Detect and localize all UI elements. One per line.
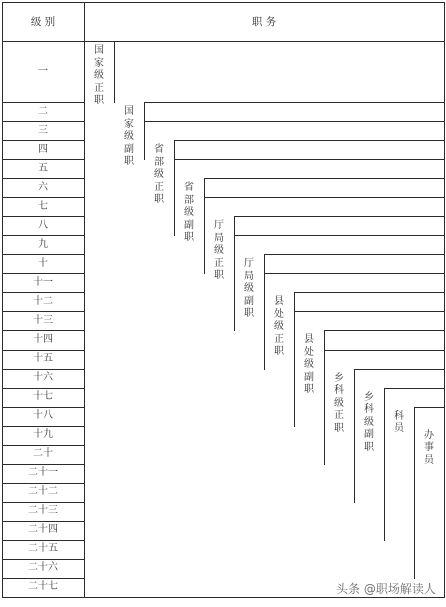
row-divider bbox=[294, 311, 444, 312]
level-label: 二十二 bbox=[28, 486, 58, 498]
level-label: 六 bbox=[38, 181, 48, 193]
level-label: 八 bbox=[38, 219, 48, 231]
level-label: 十九 bbox=[33, 429, 53, 441]
position-column-divider bbox=[234, 216, 235, 331]
row-divider bbox=[204, 178, 444, 179]
row-divider bbox=[324, 350, 444, 351]
position-column-divider bbox=[384, 388, 385, 541]
watermark: 头条 @职场解读人 bbox=[336, 582, 436, 596]
level-label: 一 bbox=[38, 65, 48, 77]
row-divider bbox=[264, 254, 444, 255]
level-label: 十七 bbox=[33, 391, 53, 403]
level-label: 十三 bbox=[33, 314, 53, 326]
level-label: 二十五 bbox=[28, 543, 58, 555]
position-column-divider bbox=[264, 254, 265, 369]
position-label: 省部级副职 bbox=[184, 182, 194, 244]
row-divider bbox=[294, 292, 444, 293]
position-label: 省部级正职 bbox=[154, 144, 164, 206]
duty-column-header: 职 务 bbox=[251, 15, 277, 28]
position-column-divider bbox=[294, 292, 295, 426]
position-column-divider bbox=[444, 426, 445, 598]
position-label: 县处级副职 bbox=[304, 334, 314, 396]
position-column-divider bbox=[414, 407, 415, 579]
row-divider bbox=[144, 121, 444, 122]
level-label: 二十六 bbox=[28, 562, 58, 574]
level-label: 七 bbox=[38, 200, 48, 212]
row-divider bbox=[414, 407, 444, 408]
table-border-bottom bbox=[2, 597, 444, 598]
level-label: 二十 bbox=[33, 448, 53, 460]
level-label: 二十七 bbox=[28, 581, 58, 593]
position-label: 县处级正职 bbox=[274, 296, 284, 358]
table-border-top bbox=[2, 2, 444, 3]
position-column-divider bbox=[174, 140, 175, 236]
level-label: 五 bbox=[38, 162, 48, 174]
level-label: 十一 bbox=[33, 276, 53, 288]
position-label: 科员 bbox=[394, 410, 404, 435]
level-column-divider bbox=[84, 2, 85, 598]
level-label: 二 bbox=[38, 105, 48, 117]
level-label: 二十三 bbox=[28, 505, 58, 517]
level-label: 十二 bbox=[33, 295, 53, 307]
row-divider bbox=[384, 388, 444, 389]
level-label: 十六 bbox=[33, 372, 53, 384]
level-label: 十四 bbox=[33, 333, 53, 345]
position-column-divider bbox=[354, 369, 355, 503]
position-label: 乡科级副职 bbox=[364, 391, 374, 453]
row-divider bbox=[174, 140, 444, 141]
row-divider bbox=[204, 197, 444, 198]
position-label: 办事员 bbox=[424, 429, 434, 466]
row-divider bbox=[264, 273, 444, 274]
level-label: 二十一 bbox=[28, 467, 58, 479]
level-label: 十八 bbox=[33, 410, 53, 422]
position-column-divider bbox=[204, 178, 205, 274]
row-divider bbox=[174, 159, 444, 160]
level-column-header: 级 别 bbox=[30, 15, 56, 28]
position-label: 国家级副职 bbox=[124, 106, 134, 167]
level-label: 十五 bbox=[33, 353, 53, 365]
level-label: 四 bbox=[38, 143, 48, 155]
position-label: 厅局级副职 bbox=[244, 258, 254, 320]
level-label: 三 bbox=[38, 124, 48, 136]
row-divider bbox=[354, 369, 444, 370]
row-divider bbox=[234, 216, 444, 217]
position-column-divider bbox=[114, 41, 115, 103]
position-label: 国家级正职 bbox=[94, 45, 104, 106]
position-label: 厅局级正职 bbox=[214, 220, 224, 282]
position-label: 乡科级正职 bbox=[334, 372, 344, 434]
level-label: 九 bbox=[38, 238, 48, 250]
row-divider bbox=[144, 102, 444, 103]
position-column-divider bbox=[144, 102, 145, 160]
level-label: 十 bbox=[38, 257, 48, 269]
level-label: 二十四 bbox=[28, 524, 58, 536]
row-divider bbox=[324, 330, 444, 331]
row-divider bbox=[234, 235, 444, 236]
position-column-divider bbox=[324, 330, 325, 464]
